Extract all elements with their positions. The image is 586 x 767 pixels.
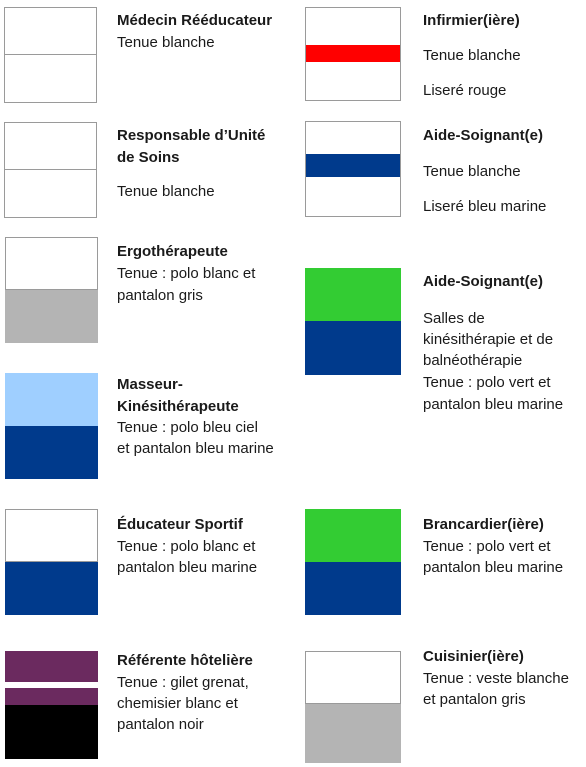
role-desc-hotel-1: Tenue : gilet grenat, xyxy=(117,674,249,691)
role-desc-aide2-5: pantalon bleu marine xyxy=(423,396,564,413)
role-name-rus-2: de Soins xyxy=(117,149,180,166)
swatch-top-white xyxy=(305,651,401,704)
role-desc-aide2-4: Tenue : polo vert et xyxy=(423,374,551,391)
role-desc-masseur-2: et pantalon bleu marine xyxy=(117,440,274,457)
role-name-ergo: Ergothérapeute xyxy=(117,243,228,260)
role-name-branc: Brancardier(ière) xyxy=(423,516,544,533)
role-name-masseur-2: Kinésithérapeute xyxy=(117,398,239,415)
role-name-infirmier: Infirmier(ière) xyxy=(423,12,520,29)
swatch-bottom-navy xyxy=(5,426,98,479)
swatch-cuisinier xyxy=(305,651,401,763)
role-desc-ergo-1: Tenue : polo blanc et xyxy=(117,265,256,282)
role-desc-masseur-1: Tenue : polo bleu ciel xyxy=(117,419,258,436)
role-desc-aide1-2: Liseré bleu marine xyxy=(423,198,547,215)
role-desc-infirmier-2: Liseré rouge xyxy=(423,82,507,99)
swatch-middle-grenat xyxy=(5,688,98,705)
swatch-brancardier xyxy=(305,509,401,615)
role-desc-educ-1: Tenue : polo blanc et xyxy=(117,538,256,555)
swatch-top-green xyxy=(305,509,401,562)
swatch-rus xyxy=(4,122,97,218)
swatch-top-green xyxy=(305,268,401,321)
swatch-infirmier xyxy=(305,7,401,101)
role-desc-aide2-1: Salles de xyxy=(423,310,485,327)
swatch-educateur xyxy=(5,509,98,615)
swatch-top-white xyxy=(5,237,98,290)
swatch-top-white xyxy=(5,509,98,562)
role-desc-hotel-3: pantalon noir xyxy=(117,716,204,733)
role-desc-cuis-1: Tenue : veste blanche xyxy=(423,670,569,687)
swatch-bottom-navy xyxy=(305,562,401,615)
role-desc-aide1-1: Tenue blanche xyxy=(423,163,521,180)
role-name-aide2: Aide-Soignant(e) xyxy=(423,273,543,290)
swatch-stripe-red xyxy=(306,45,400,62)
role-desc-infirmier-1: Tenue blanche xyxy=(423,47,521,64)
swatch-masseur xyxy=(5,373,98,479)
role-name-educ: Éducateur Sportif xyxy=(117,516,243,533)
role-name-aide1: Aide-Soignant(e) xyxy=(423,127,543,144)
swatch-bottom-black xyxy=(5,705,98,759)
role-desc-medecin: Tenue blanche xyxy=(117,34,215,51)
role-desc-branc-2: pantalon bleu marine xyxy=(423,559,564,576)
swatch-top-sky xyxy=(5,373,98,426)
swatch-hoteliere xyxy=(5,651,98,759)
role-desc-aide2-3: balnéothérapie xyxy=(423,352,523,369)
swatch-bottom-grey xyxy=(5,290,98,343)
swatch-bottom-navy xyxy=(5,562,98,615)
role-desc-cuis-2: et pantalon gris xyxy=(423,691,526,708)
swatch-divider xyxy=(5,169,96,170)
swatch-top-grenat xyxy=(5,651,98,682)
role-desc-ergo-2: pantalon gris xyxy=(117,287,203,304)
swatch-stripe-navy xyxy=(306,154,400,177)
role-desc-hotel-2: chemisier blanc et xyxy=(117,695,238,712)
swatch-medecin xyxy=(4,7,97,103)
role-name-masseur-1: Masseur- xyxy=(117,376,183,393)
role-desc-educ-2: pantalon bleu marine xyxy=(117,559,258,576)
swatch-aide-soignant xyxy=(305,121,401,217)
role-name-hotel: Référente hôtelière xyxy=(117,652,253,669)
role-name-rus-1: Responsable d’Unité xyxy=(117,127,266,144)
swatch-ergo xyxy=(5,237,98,343)
role-name-cuis: Cuisinier(ière) xyxy=(423,648,524,665)
swatch-bottom-navy xyxy=(305,321,401,375)
swatch-aide-soignant-kine xyxy=(305,268,401,375)
role-desc-aide2-2: kinésithérapie et de xyxy=(423,331,554,348)
swatch-divider xyxy=(5,54,96,55)
role-desc-branc-1: Tenue : polo vert et xyxy=(423,538,551,555)
role-name-medecin: Médecin Rééducateur xyxy=(117,12,273,29)
role-desc-rus: Tenue blanche xyxy=(117,183,215,200)
swatch-bottom-grey xyxy=(305,704,401,763)
